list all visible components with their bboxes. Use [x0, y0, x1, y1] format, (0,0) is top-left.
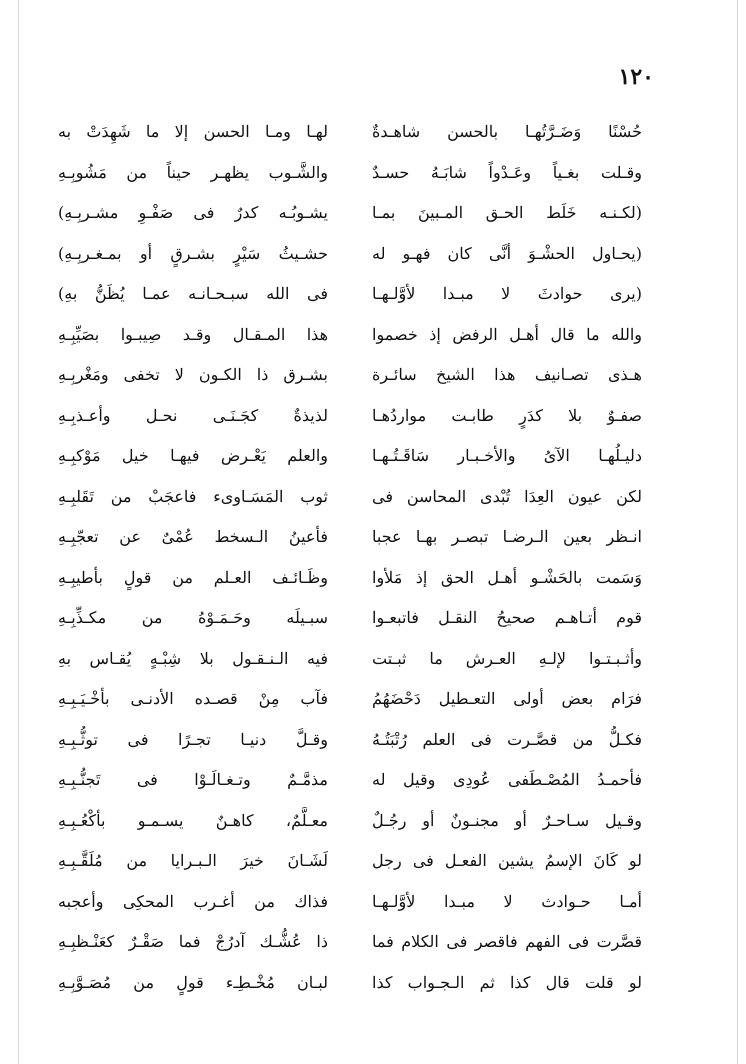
verse-line: والشَّـوب يظهـر حيناً من مَشُوبِـهِ: [58, 162, 328, 182]
scan-edge-right: [737, 0, 738, 1064]
verse-line: صفـوٌ بلا كدَرٍ طابـت مواردُهـا: [372, 405, 642, 425]
verse-line: والله ما قال أهـل الرفض إذ خصموا: [372, 324, 642, 344]
verse-line: حشـيثُ سَيْرٍ بشـرقٍ أو بمـغـربِـهِ): [58, 243, 328, 263]
verse-line: فأحمـدُ المُصْـطَفى عُودِى وقيل له: [372, 770, 642, 789]
verse-line: ذا عُشُّـك آدرُجْ فما صَقْـرٌ كعَنْـظبِـهِ: [58, 932, 328, 951]
verse-line: فيه الـنـقـول بلا شِبْـهٍ يُقـاس بهِ: [58, 648, 328, 668]
verse-line: لذيذةٌ كجَـنَـى نحـل وأعـذبِـهِ: [58, 405, 328, 425]
verse-line: قوم أتـاهـم صحيحُ النقـل فاتبعـوا: [372, 608, 642, 627]
verse-line: لَشَـانَ خيرَ الـبـرايا من مُلَقَّـبِـهِ: [58, 851, 328, 870]
verse-line: لكن عيون العِدَا تُبْدى المحاسن فى: [372, 486, 642, 506]
verse-line: وقـيل سـاحـرٌ أو مجنـونٌ أو رجُـلٌ: [372, 810, 642, 830]
scan-edge-left: [18, 0, 19, 1064]
verse-line: أمـا حـوادث لا مبـدا لأوَّلـهـا: [372, 891, 642, 911]
verse-line: وَسَمت بالحَشْـو أهـل الحق إذ مَلأوا: [372, 567, 642, 587]
verse-line: حُسْنًا وَضَـرَّتُهـا بالحسن شاهـدةٌ: [372, 122, 642, 141]
verse-line: لبـان مُخْـطِـء قولٍ من مُصَـوَّبِـهِ: [58, 972, 328, 992]
poem-column-left: [58, 118, 328, 1009]
verse-line: يشـوبُـه كدرٌ فى صَفْـوِ مشـربِـهِ): [58, 203, 328, 222]
verse-line: فذاك من أغـرب المحكِى وأعجبه: [58, 891, 328, 911]
verse-line: وأثـبـتـوا لإلـهِ العـرش ما ثبـتت: [372, 648, 642, 668]
verse-line: (يرى حوادثَ لا مبـدا لأوَّلـهـا: [372, 284, 642, 303]
verse-line: فأعينُ الـسخط عُمْىٌ عن تعجّبِـهِ: [58, 527, 328, 546]
verse-line: انـظر بعين الـرضـا تبصـر بهـا عجبا: [372, 527, 642, 546]
verse-line: فآب مِنْ قصـده الأدنـى بأخْـيَـبِـهِ: [58, 689, 328, 708]
verse-line: بشـرق ذا الكـون لا تخفى ومَغْربِـهِ: [58, 365, 328, 384]
verse-line: لهـا ومـا الحسن إلا ما شَهِدَتْ به: [58, 122, 328, 141]
verse-line: (لكـنـه خَلَط الحـق المـبينَ بمـا: [372, 203, 642, 222]
verse-line: وقـلَّ دنيـا تجـرًا فى توثُّـبِـهِ: [58, 729, 328, 749]
verse-line: دليـلُهـا الآىُ والأخـبـار سَاقَـتُـهـا: [372, 446, 642, 465]
verse-line: هذا المـقـال وقـد صِيبـوا بصَيِّبِـهِ: [58, 324, 328, 344]
verse-line: سبـيلَه وحَـمَـوْهُ من مكـذِّبِـهِ: [58, 608, 328, 627]
verse-line: معـلَّمٌ، كاهـنٌ يسـمـو بأكْعُـبِـهِ: [58, 810, 328, 830]
verse-line: وقـلت بغـياً وعَـدْواً شابَـهُ حسـدٌ: [372, 162, 642, 182]
verse-line: فرَام بعض أولى التعـطيل دَحْضَهُمُ: [372, 689, 642, 708]
verse-line: ثوب المَسَـاوىء فاعجَبْ من تَقَلبِـهِ: [58, 486, 328, 506]
verse-line: لو كَانَ الإسمُ يشين الفعـل فى رجل: [372, 851, 642, 870]
verse-line: مذمَّـمٌ وتـغـالَـوْا فى تَجنُّـبِـهِ: [58, 770, 328, 789]
verse-line: فكـلُّ من قصَّـرت فى العلم رُتْبَتُـهُ: [372, 729, 642, 749]
page-number: ١٢٠: [618, 64, 654, 90]
verse-line: والعلم يَعْـرض فيهـا خيل مَوْكبِـهِ: [58, 446, 328, 465]
verse-line: هـذى تصـانيف هذا الشيخ سائـرة: [372, 365, 642, 384]
poem-column-right: [372, 118, 642, 1009]
verse-line: (يحـاول الحشْـوَ أنَّى كان فهـو له: [372, 243, 642, 263]
verse-line: لو قلت قال كذا ثم الـجـواب كذا: [372, 972, 642, 992]
verse-line: قصَّرت فى الفهم فاقصر فى الكلام فما: [372, 932, 642, 951]
verse-line: وظَـائـف العـلم من قولٍ بأطيبِـهِ: [58, 567, 328, 587]
verse-line: فى الله سبـحـانـه عمـا يُظَنُّ بهِ): [58, 284, 328, 303]
